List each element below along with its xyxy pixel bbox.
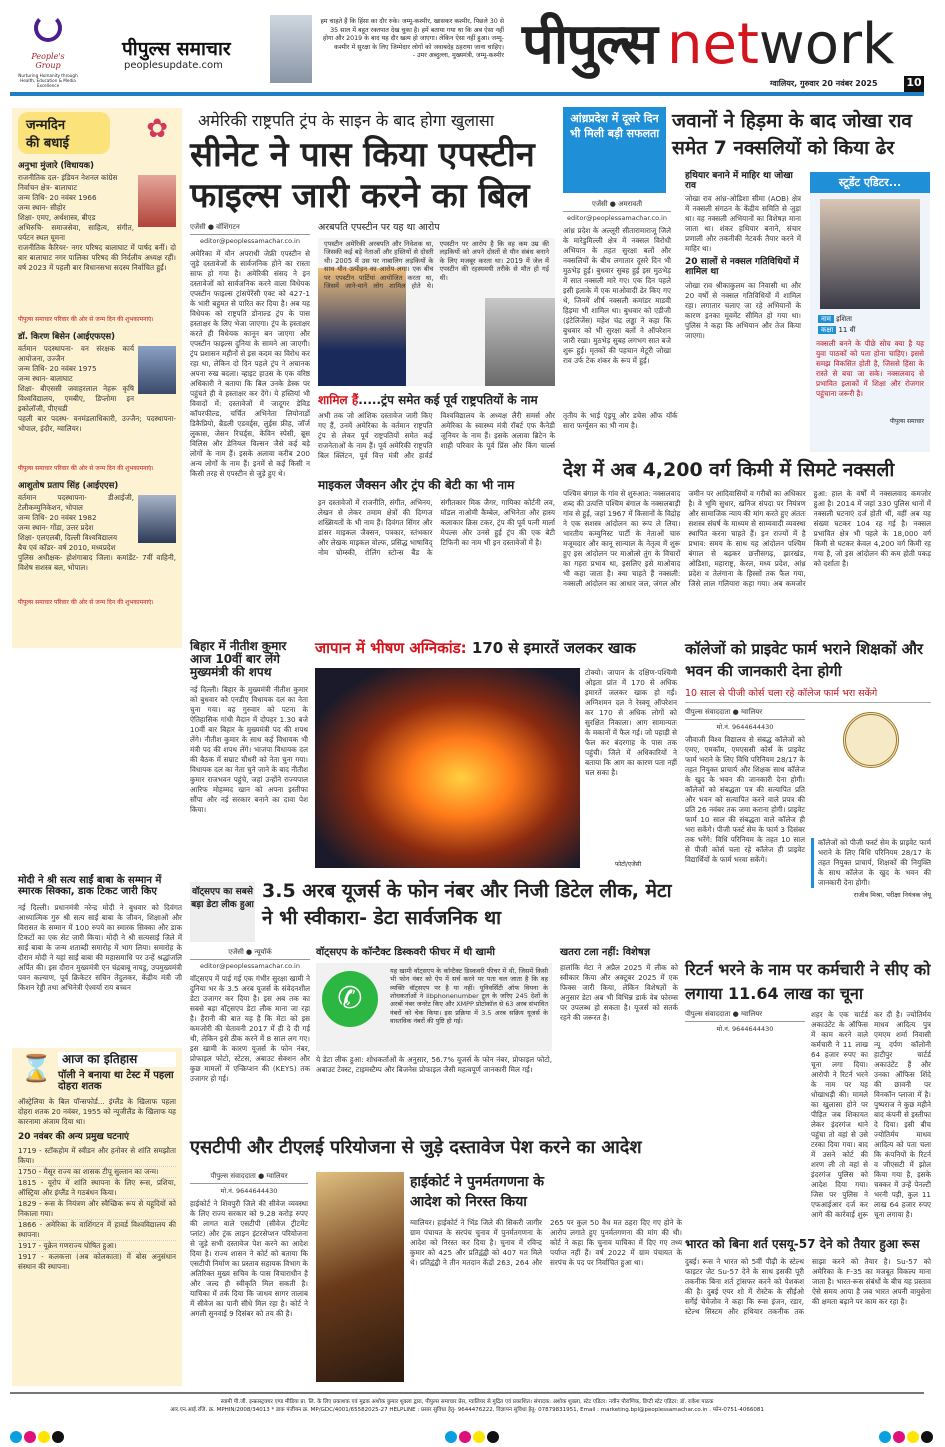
hc-article: हाईकोर्ट ने पुनर्मतगणना के आदेश को निरस्त किया ग्वालियर। हाईकोर्ट ने भिंड जिले की सिकरी जागीर ग्राम पंचायत के सरपंच चुनाव में पुनर्मतगणना के आदेश को निरस्त कर दिया है। चुनाव में रविन्द्र कुमार को 425 और प्रतिद्वंद्वी को 407 मत मिले थे। प्रतिद्वंद्वी ने तीन मतदान केंद्रों 263, 264 और 265 पर कुल 50 वैध मत ठहरा दिए गए होने के आरोप लगाते हुए पुनर्मतगणना की मांग की थी। कोर्ट ने कहा कि चुनाव याचिका में दिए गए तथ्य पर्याप्त नहीं हैं। वर्ष 2022 में ग्राम पंचायत के सरपंच के पद पर निर्वाचित हुआ था। <box>410 1174 682 1267</box>
gavel-photo <box>316 1172 404 1382</box>
college-article: कॉलेजों को प्राइवेट फार्म भराने शिक्षकों और भवन की जानकारी देना होगी 10 साल से पीजी कोर्स चला रहे कॉलेज फार्म भरा सकेंगे पीपुल्स संवाददाता ● ग्वालियर मो.नं. 9644644430 जीवाजी विश्व विद्यालय से संबद्ध कॉलेजों को एमए, एमकॉम, एमएससी कोर्स के प्राइवेट फार्म भराने के लिए विधि परिनियम 28/17 के तहत नियुक्त प्राचार्य और शिक्षक साथ कॉलेज के खुद के भवन की जानकारी देना होगी। कॉलेजों को संबद्धता पत्र की सत्यापित प्रति और भवन को सत्यापित करने वाले प्रपत्र की प्रति 26 नवंबर तक जमा कराना होगी। प्राइवेट फार्म 10 साल की संबद्धता वाले कॉलेज ही भरा सकेंगे। पीजी फर्स्ट सेम के फार्म 3 दिसंबर तक भरेंगे: विधि परिनियम के तहत 10 साल से पीजी कोर्स चला रहे कॉलेज ही प्राइवेट विद्यार्थियों के फार्म भरवा सकेंगे। कॉलेजों को पीजी फर्स्ट सेम के प्राइवेट फार्म भराने के लिए विधि परिनियम 28/17 के तहत नियुक्त प्राचार्य, शिक्षकों की नियुक्ति के साथ कॉलेज के खुद के भवन की जानकारी देना होगी। राजीव मिश्रा, परीक्षा नियंत्रक जेयू <box>685 640 931 899</box>
page-title: पीपुल्स network <box>522 12 895 77</box>
naxal-headline: जवानों ने हिड़मा के बाद जोखा राव समेत 7 नक्सलियों को किया ढेर <box>672 110 912 159</box>
logo-ring-icon <box>34 14 62 42</box>
peoples-group-logo: People's Group Nurturing Humanity through Health, Education & Media Excellence <box>18 14 78 88</box>
masthead <box>0 0 945 97</box>
header-rule <box>10 92 924 96</box>
modi-article: मोदी ने श्री सत्य साईं बाबा के सम्मान में स्मारक सिक्का, डाक टिकट जारी किए नई दिल्ली। प्रधानमंत्री नरेन्द्र मोदी ने बुधवार को दिवंगत आध्यात्मिक गुरु श्री सत्य साईं बाबा के जीवन, शिक्षाओं और विरासत के सम्मान में 100 रुपये का स्मारक सिक्का और डाक टिकटों का एक सेट जारी किया। मोदी ने श्री सत्यसाईं जिले में साईं बाबा के जन्म शताब्दी समारोह में भाग लिया। समारोह के दौरान मोदी ने यहां साईं बाबा की महासमाधि पर उन्हें श्रद्धांजलि अर्पित की। इस दौरान मुख्यमंत्री एन चंद्रबाबू नायडू, उपमुख्यमंत्री पवन कल्याण, पूर्व क्रिकेटर सचिन तेंदुलकर, केंद्रीय मंत्री जी किशन रेड्डी तथा अभिनेत्री ऐश्वर्या राय बच्चन <box>18 875 182 992</box>
jokha-rao-article: हथियार बनाने में माहिर था जोखा राव जोखा राव आंध्र-ओडिशा सीमा (AOB) क्षेत्र में नक्सली संगठन के केंद्रीय समिति से जुड़ा था। वह नक्सली अभियानों का विशेषज्ञ माना जाता था। शंकर हथियार बनाने, संचार प्रणाली और तकनीकी नेटवर्क तैयार करने में माहिर था। 20 सालों से नक्सल गतिविधियों में शामिल था जोखा राव श्रीकाकुलम का निवासी था और 20 वर्षों से नक्सल गतिविधियों में शामिल रहा। लगातार चलाए जा रहे अभियानों के कारण इनका मूवमेंट सीमित हो गया था। पुलिस ने कहा कि अभियान और तेज किया जाएगा। <box>685 171 801 340</box>
epstein-photo <box>485 298 555 386</box>
history-section: ⌛ आज का इतिहास पॉली ने बनाया था टेस्ट में पहला दोहरा शतक ऑस्ट्रेलिया के बिल पॉन्सफोर्ड... इंग्लैंड के खिलाफ पहला दोहरा शतक 20 नवंबर, 1955 को न्यूजीलैंड के खिलाफ यह कारनामा अंजाम दिया था। 20 नवंबर की अन्य प्रमुख घटनाएं 1719 - स्टॉकहोम में स्वीडन और हनोवर से शांति समझौता किया। 1750 - मैसूर राज्य का शासक टीपू सुल्तान का जन्म। 1815 - यूरोप में शांति स्थापना के लिए रूस, प्रशिया, ऑस्ट्रिया और इंग्लैंड ने गठबंधन किया। 1829 - रूस के नियंत्रण और स्वैच्छिक रूप से यहूदियों को निकाला गया। 1866 - अमेरिका के वाशिंगटन में हावर्ड विश्वविद्यालय की स्थापना। 1917 - यूक्रेन गणराज्य घोषित हुआ। 1917 - कलकत्ता (अब कोलकाता) में बोस अनुसंधान संस्थान की स्थापना। <box>12 1048 182 1386</box>
imprint: स्वामी पी.जी. इन्फ्रास्ट्रक्चर एण्ड मीडिया प्रा. लि. के लिए प्रकाशक एवं मुद्रक अशोक कुमार शुक्ला द्वारा, पीपुल्स समाचार प्रेस, ग्वालियर से मुद्रित एवं प्रकाशित। संपादक: अशोक शुक्ला, स्टेट एडिटर: नवीन पौराणिक, डिप्टी स्टेट एडिटर: डॉ. राकेश पाठक आर.एन.आई.रजि. क्र. MPHIN/2008/34013 * डाक पंजीयन क्र. MP/GDC/4001/65582025-27 HELPLINE : प्रसार सुविधा हेतु- 9644476222, विज्ञापन सुविधा हेतु- 07879831951, Email : marketing.bpl@peoplessamachar.co.in . फोन-0751-4066081 <box>10 1392 924 1414</box>
student-photo <box>820 199 920 309</box>
epstein-article: अमेरिकी राष्ट्रपति ट्रंप के साइन के बाद होगा खुलासा सीनेट ने पास किया एपस्टीन फाइल्स जारी करने का बिल एजेंसी ● वॉशिंगटन editor@peoplessamachar.co.in अमेरिका में यौन अपराधी जेफ्री एपस्टीन से जुड़े दस्तावेजों के सार्वजनिक होने का रास्ता साफ हो गया है। अमेरिकी संसद ने इन दस्तावेजों को सार्वजनिक करने वाला विधेयक एपस्टीन फाइल्स ट्रांसपेरेंसी एक्ट को 427-1 के भारी बहुमत से पारित कर दिया है। अब यह विधेयक को राष्ट्रपति डोनाल्ड ट्रंप के पास हस्ताक्षर के लिए भेजा जाएगा। ट्रंप के हस्ताक्षर करते ही विधेयक कानून बन जाएगा और एपस्टीन फाइल्स दुनिया के सामने आ जाएगी। ट्रंप प्रशासन महीनों से इस कदम का विरोध कर रहा था, लेकिन दो दिन पहले ट्रंप ने अचानक अपना रुख बदला। व्हाइट हाउस के एक वरिष्ठ अधिकारी ने बताया कि बिल उनके डेस्क पर पहुंचते ही वे हस्ताक्षर कर देंगे। ये हस्तियां भी विवादों में: दस्तावेजों में जादूगर डेविड कॉपरफील्ड, चर्चित अभिनेता लियोनार्डो डिकैप्रियो, ब्रैडली एडवर्ड्स, लुईस फ्रीह, जॉर्ज लुकास, जेसन रिचर्ड्स, केविन स्पेसी, ब्रूस विलिस और डेनियल विल्सन जैसे कई बड़े लोगों के नाम हैं। इसके अलावा करीब 200 अन्य लोगों के नाम हैं। इनमें से कई किसी न किसी तरह से एपस्टीन से जुड़े हुए थे। अरबपति एपस्टीन पर यह था आरोप एपस्टीन अमेरिकी अरबपति और निवेशक था, जिसकी कई बड़े नेताओं और हस्तियों से दोस्ती थी। 2005 में उस पर नाबालिग लड़कियों के साथ यौन उत्पीड़न का आरोप लगा। एक बीच पर एपस्टीन पार्टियां आयोजित करता था, जिसमें जाने-माने लोग शामिल होते थे। एपस्टीन पर आरोप है कि वह कम उम्र की लड़कियों को अपने दोस्तों से यौन संबंध बनाने के लिए मजबूर करता था। 2019 में जेल में एपस्टीन की रहस्यमयी तरीके से मौत हो गई थी। शामिल हैं.....ट्रंप समेत कई पूर्व राष्ट्रपतियों के नाम अभी तक जो आंशिक दस्तावेज जारी किए गए हैं, उनमें अमेरिका के वर्तमान राष्ट्रपति ट्रंप से लेकर पूर्व राष्ट्रपतियों समेत कई राजनेताओं के नाम हैं। पूर्व अमेरिकी राष्ट्रपति बिल क्लिंटन, पूर्व वित्त मंत्री और हार्वर्ड विश्वविद्यालय के अध्यक्ष लैरी समर्स और अमेरिका के स्वास्थ्य मंत्री रॉबर्ट एफ कैनेडी जूनियर के नाम हैं। इसके अलावा ब्रिटेन के शाही परिवार के पूर्व प्रिंस और किंग चार्ल्स तृतीय के भाई एंड्रयू और डचेस ऑफ यॉर्क सारा फर्ग्यूसन का भी नाम है। माइकल जैक्सन और ट्रंप की बेटी का भी नाम इन दस्तावेजों में राजनीति, संगीत, अभिनय, लेखन से लेकर तमाम क्षेत्रों की दिग्गज शख्सियतों के भी नाम हैं। दिवंगत सिंगर और डांसर माइकल जैक्सन, पत्रकार, स्तंभकार और लेखक माइकल वोल्फ, प्रसिद्ध भाषाविद् नोम चोम्स्की, रोलिंग स्टोन्स बैंड के संगीतकार मिक जैगर, गायिका कोर्टनी लव, मॉडल नाओमी कैम्बेल, अभिनेता और हास्य कलाकार क्रिस टकर, ट्रंप की पूर्व पत्नी मार्ला मेपल्स और उनसे हुई ट्रंप की एक बेटी टिफिनी का नाम भी इन दस्तावेजों में है। <box>190 111 678 558</box>
andhra-box: आंध्रप्रदेश में दूसरे दिन भी मिली बड़ी सफलता <box>563 107 666 193</box>
naxal-area-article: देश में अब 4,200 वर्ग किमी में सिमटे नक्सली पश्चिम बंगाल के गांव से शुरुआत: नक्सलवाद शब्द की उत्पत्ति पश्चिम बंगाल के नक्सलबाड़ी गांव से हुई, जहां 1967 में किसानों के विद्रोह ने एक सशस्त्र आंदोलन का रूप ले लिया। भारतीय कम्युनिस्ट पार्टी के नेताओं चारु मजूमदार और कानू सान्याल के नेतृत्व में शुरू हुए इस आंदोलन पर माओत्से तुंग के विचारों का गहरा प्रभाव था, इसलिए इसे माओवाद भी कहा जाता है। क्या चाहते हैं नक्सली: नक्सली आंदोलन का आधार जल, जंगल और जमीन पर आदिवासियों व गरीबों का अधिकार है। वे भूमि सुधार, खनिज संपदा पर नियंत्रण और सामाजिक न्याय की मांग करते हुए अंततः सशस्त्र संघर्ष के माध्यम से साम्यवादी व्यवस्था स्थापित करना चाहते हैं। इन राज्यों में है प्रभाव: समय के साथ यह आंदोलन पश्चिम बंगाल से बढ़कर छत्तीसगढ़, झारखंड, ओडिशा, महाराष्ट्र, केरल, मध्य प्रदेश, आंध्र प्रदेश व तेलंगाना के हिस्सों तक फैल गया, जिसे लाल गलियारा कहा गया। अब कमजोर हुआ: हाल के वर्षों में नक्सलवाद कमजोर हुआ है। 2014 में जहां 330 पुलिस थानों में नक्सली घटनाएं दर्ज होती थीं, वहीं अब यह संख्या घटकर 104 रह गई है। नक्सल प्रभावित क्षेत्र भी पहले के 18,000 वर्ग किमी से घटकर केवल 4,200 वर्ग किमी रह गया है, जो इस आंदोलन की कम होती पकड़ को दर्शाता है। <box>563 459 931 588</box>
birthday-person: डॉ. किरण बिसेन (आईएफएस) वर्तमान पदस्थापना- वन संरक्षक कार्य आयोजना, उज्जैन जन्म तिथि- 20 नवंबर 1975 जन्म स्थान- बालाघाट शिक्षा- बीएससी जवाहरलाल नेहरू कृषि विश्वविद्यालय, एमबीए, डिप्लोमा इन इकोलॉजी, पीएचडी पहली बार पदस्थ- वनमंडलाधिकारी, उज्जैन; पदस्थापना- भोपाल, इंदौर, ग्वालियर। पीपुल्स समाचार परिवार की ओर से जन्म दिन की शुभकामनाएं। <box>18 332 176 472</box>
person-photo <box>138 175 176 227</box>
page-number: 10 <box>904 76 924 92</box>
quote: हम चाहते हैं कि हिंसा का दौर रुके। जम्मू-कश्मीर, खासकर कश्मीर, पिछले 30 से 35 साल में बहुत रक्तपात देख चुका है। हमें बताया गया था कि अब ऐसा नहीं होगा और 2019 के बाद यह दौर खत्म हो जाएगा। लेकिन ऐसा नहीं हुआ। जम्मू-कश्मीर में सुरक्षा के लिए जिम्मेदार लोगों को जवाबदेह ठहराया जाना चाहिए। - उमर अब्दुल्ला, मुख्यमंत्री, जम्मू-कश्मीर <box>320 18 504 60</box>
sub-headline: शामिल हैं.....ट्रंप समेत कई पूर्व राष्ट्रपतियों के नाम <box>318 392 538 407</box>
paper-name: पीपुल्स समाचार <box>122 38 231 60</box>
birthday-title: जन्मदिन की बधाई <box>18 112 110 154</box>
website-link[interactable]: peoplesupdate.com <box>124 60 223 71</box>
person-photo <box>138 495 176 543</box>
university-seal-icon <box>843 712 899 768</box>
birthday-section <box>12 108 182 648</box>
flower-basket-icon: ✿ <box>146 114 168 144</box>
japan-fire-article: जापान में भीषण अग्निकांड: 170 से इमारतें जलकर खाक टोक्यो। जापान के दक्षिण-पश्चिमी ओइता प्रांत में 170 से अधिक इमारतें जलकर खाक हो गईं। अग्निशमन दल ने रेस्क्यू ऑपरेशन कर 170 से अधिक लोगों को सुरक्षित निकाला। आग सामान्यतः के मकानों में फैल गई। जो पहाड़ी से फैल कर बंदरगाह के पास तक पहुंची। जिले में अधिकारियों ने बताया कि आग का कारण पता नहीं चल सका है। फोटो/एजेंसी <box>315 639 677 868</box>
return-fraud-article: रिटर्न भरने के नाम पर कर्मचारी ने सीए को लगाया 11.64 लाख का चूना पीपुल्स संवाददाता ● ग्वालियर मो.नं. 9644644430 शहर के एक चार्टर्ड अकाउंटेंट के ऑफिस में काम करने वाले कर्मचारी ने 11 लाख 64 हजार रुपए का चूना लगा दिया। आरोपी ने रिटर्न भरने के नाम पर यह धोखाधड़ी की। मामले का खुलासा होने पर पीड़ित जब शिकायत लेकर इंदरगंज थाने पहुंचा तो वहां से उसे टरका दिया गया। बाद में उसने कोर्ट की शरण ली तो वहां से इंदरगंज पुलिस को आदेश दिया गया। जिस पर पुलिस ने एफआईआर दर्ज कर आगे की कार्रवाई शुरू कर दी है। ज्योतिर्मय माधव आदित्य पुत्र एमएम शर्मा निवासी न्यू दर्पण कॉलोनी हाटीपुर चार्टर्ड अकाउंटेंट हैं और उनका ऑफिस शिंदे की छावनी पर विनकॉन प्लाजा में है। पुष्पराज ने कुछ महीने बाद कंपनी से इस्तीफा दे दिया। इसी बीच ज्योतिर्मय माधव आदित्य को पता चला कि कंपनियों के रिटर्न व जीएसटी में झोल किया गया है, इसके चक्कर में उन्हें पेनल्टी भरनी पड़ी, कुल 11 लाख 64 हजार रुपए चूना लगाया है। <box>685 960 931 1219</box>
student-editor: स्टूडेंट एडिटर... नाम इशिता कक्षा 11 वीं नक्सली बनने के पीछे सोच क्या है यह युवा पाठकों को पता होना चाहिए। इससे समझ विकसित होती है, जिससे हिंसा के रास्ते से बचा जा सके। नक्सलवाद से प्रभावित इलाकों में शिक्षा और रोजगार पहुंचाना जरूरी है। पीपुल्स समाचार <box>810 172 930 452</box>
whatsapp-article: वॉट्सएप का सबसे बड़ा डेटा लीक हुआ 3.5 अरब यूजर्स के फोन नंबर और निजी डिटेल लीक, मेटा ने भी स्वीकारा- डेटा सार्वजनिक था एजेंसी ● न्यूयॉर्क editor@peoplessamachar.co.in वॉट्सएप में पाई गई एक गंभीर सुरक्षा खामी ने दुनिया भर के 3.5 अरब यूजर्स के संवेदनशील डेटा उजागर कर दिया है। इस अब तक का सबसे बड़ा वॉट्सएप डेटा लीक माना जा रहा है। हैरानी की बात यह है कि मेटा को इस कमजोरी की चेतावनी 2017 में ही दे दी गई थी, लेकिन इसे ठीक करने में 8 साल लग गए। इस खामी के कारण यूजर्स के फोन नंबर, प्रोफाइल फोटो, स्टेटस, अबाउट सेक्शन और कुछ मामलों में एन्क्रिप्शन की (KEYS) तक उजागर हो गई। वॉट्सएप के कॉन्टैक्ट डिस्कवरी फीचर में थी खामी ✆ यह खामी वॉट्सएप के कॉन्टैक्ट डिस्कवरी फीचर में थी, जिसमें किसी भी फोन नंबर को ऐप में सर्च करने पर पता चल जाता है कि वह व्यक्ति वॉट्सएप पर है या नहीं। यूनिवर्सिटी ऑफ वियना के शोधकर्ताओं ने libphonenumber टूल के जरिए 245 देशों के अरबों नंबर जनरेट किए और XMPP प्रोटोकॉल से 63 अरब संभावित नंबरों को चेक किया। इस प्रक्रिया में 3.5 अरब सक्रिय यूजर्स के वास्तविक नंबरों की पुष्टि हो गई। ये डेटा लीक हुआ: शोधकर्ताओं के अनुसार, 56.7% यूजर्स के फोन नंबर, प्रोफाइल फोटो, अबाउट टेक्स्ट, टाइमस्टैम्प और बिजनेस प्रोफाइल जैसी महत्वपूर्ण जानकारी मिल गई। खतरा टला नहीं: विशेषज्ञ हालांकि मेटा ने अप्रैल 2025 में लीक को स्वीकार किया और अक्टूबर 2025 में एक फिक्स जारी किया, लेकिन विशेषज्ञों के अनुसार डेटा अब भी विभिन्न डार्क वेब फोरम्स पर उपलब्ध हो सकता है। यूजर्स को सतर्क रहने की जरूरत है। <box>190 880 678 1083</box>
bihar-article: बिहार में नीतीश कुमार आज 10वीं बार लेंगे मुख्यमंत्री की शपथ नई दिल्ली। बिहार के मुख्यमंत्री नीतीश कुमार को बुधवार को एनडीए विधायक दल का नेता चुना गया। वह गुरुवार को पटना के ऐतिहासिक गांधी मैदान में दोपहर 1.30 बजे 10वीं बार बिहार के मुख्यमंत्री पद की शपथ लेंगे। नीतीश कुमार के साथ कई विधायक भी मंत्री पद की शपथ लेंगे। भाजपा विधायक दल की बैठक में सम्राट चौधरी को नेता चुना गया। विधायक दल का नेता चुने जाने के बाद नीतीश कुमार राजभवन पहुंचे, जहां उन्होंने राज्यपाल आरिफ मोहम्मद खान को अपना इस्तीफा सौंपा और नई सरकार बनाने का दावा पेश किया। <box>190 639 308 814</box>
russia-article: भारत को बिना शर्त एसयू-57 देने को तैयार हुआ रूस दुबई। रूस ने भारत को 5वीं पीढ़ी के स्टेल्थ फाइटर जेट Su-57 देने के साथ इसकी पूरी तकनीक बिना शर्त ट्रांसफर करने को पेशकश की है। दुबई एयर शो में रोस्टेक के सीईओ सर्गेई चेमेजोव ने कहा कि रूस इंजन, रडार, स्टेल्थ सिस्टम और हथियार तकनीक तक साझा करने को तैयार है। Su-57 को अमेरिका के F-35 का मजबूत विकल्प माना जाता है। भारत-रूस संबंधों के बीच यह प्रस्ताव ऐसे समय आया है जब भारत अपनी वायुसेना की क्षमता बढ़ाने पर काम कर रहा है। <box>685 1237 931 1316</box>
whatsapp-icon: ✆ <box>322 971 378 1027</box>
andhra-article: एजेंसी ● अमरावती editor@peoplessamachar.co.in आंध्र प्रदेश के अल्लूरी सीतारामाराजू जिले के मारेडुमिल्ली क्षेत्र में नक्सल विरोधी अभियान के तहत सुरक्षा बलों और नक्सलियों के बीच लगातार दूसरे दिन भी मुठभेड़ हुई। बुधवार सुबह हुई इस मुठभेड़ में सात नक्सली मारे गए। एक दिन पहले इसी इलाके में एक माओवादी ढेर किए गए थे, जिनमें शीर्ष नक्सली कमांडर माडवी हिड़मा भी शामिल था। बुधवार को एडीजी (इंटेलिजेंस) महेश चंद्र लड्ढा ने कहा कि बुधवार को भी सुरक्षा बलों ने ऑपरेशन जारी रखा। मुठभेड़ सुबह लगभग सात बजे शुरू हुई। मृतकों की पहचान मेटूरी जोखा राव उर्फ टेक शंकर के रूप में हुई। <box>563 200 671 365</box>
hourglass-icon: ⌛ <box>20 1054 53 1084</box>
stp-article: एसटीपी और टीएलई परियोजना से जुड़े दस्तावेज पेश करने का आदेश पीपुल्स संवाददाता ● ग्वालियर मो.नं. 9644644430 हाईकोर्ट ने शिवपुरी जिले की सीवेज व्यवस्था के लिए राज्य सरकार को 9.28 करोड़ रुपए की लागत वाले एसटीपी (सीवेज ट्रीटमेंट प्लांट) और ट्रंक लाइन इंटरसेप्शन परियोजना से जुड़े सभी दस्तावेज पेश करने का आदेश दिया है। राज्य शासन ने कोर्ट को बताया कि एसटीपी निर्माण का प्रस्ताव सहायक विभाग के अतिरिक्त मुख्य सचिव के पास विचाराधीन है और जल्द ही स्वीकृति मिल सकती है। याचिका में तर्क दिया कि जाधव सागर तालाब में सीवेज का पानी सीधे मिल रहा है। कोर्ट ने अगली सुनवाई 9 दिसंबर को तय की है। <box>190 1138 680 1386</box>
dateline: ग्वालियर, गुरुवार 20 नवंबर 2025 <box>770 79 878 88</box>
birthday-person: अनुभा मुंजारे (विधायक) राजनीतिक दल- इंडियन नेशनल कांग्रेस निर्वाचन क्षेत्र- बालाघाट जन्म तिथि- 20 नवंबर 1966 जन्म स्थान- सीहोर शिक्षा- एमए, अर्थशास्त्र, बीएड अभिरुचि- समाजसेवा, साहित्य, संगीत, पर्यटन स्थल घूमना राजनीतिक कैरियर- नगर परिषद बालाघाट में पार्षद बनीं। दो बार बालाघाट नगर पालिका परिषद की निर्दलीय अध्यक्ष रहीं। वर्ष 2023 में पहली बार विधानसभा सदस्य निर्वाचित हुईं। पीपुल्स समाचार परिवार की ओर से जन्म दिन की शुभकामनाएं। <box>18 161 176 323</box>
events-list: 1719 - स्टॉकहोम में स्वीडन और हनोवर से शांति समझौता किया। 1750 - मैसूर राज्य का शासक टीपू सुल्तान का जन्म। 1815 - यूरोप में शांति स्थापना के लिए रूस, प्रशिया, ऑस्ट्रिया और इंग्लैंड ने गठबंधन किया। 1829 - रूस के नियंत्रण और स्वैच्छिक रूप से यहूदियों को निकाला गया। 1866 - अमेरिका के वाशिंगटन में हावर्ड विश्वविद्यालय की स्थापना। 1917 - यूक्रेन गणराज्य घोषित हुआ। 1917 - कलकत्ता (अब कोलकाता) में बोस अनुसंधान संस्थान की स्थापना। <box>18 1146 176 1272</box>
birthday-person: आशुतोष प्रताप सिंह (आईएएस) वर्तमान पदस्थापना- डीआईजी, टेलीकम्युनिकेशन, भोपाल जन्म तिथि- 20 नवंबर 1982 जन्म स्थान- गोंडा, उत्तर प्रदेश शिक्षा- एलएलबी, दिल्ली विश्वविद्यालय बैच एवं कॉडर- वर्ष 2010, मध्यप्रदेश पुलिस अधीक्षक- होशंगाबाद जिला। कमांडेंट- 7वीं वाहिनी, विशेष सशस्त्र बल, भोपाल। पीपुल्स समाचार परिवार की ओर से जन्म दिन की शुभकामनाएं। <box>18 481 176 606</box>
color-registration-marks <box>10 1428 935 1447</box>
fire-photo <box>315 668 580 868</box>
cm-photo <box>270 15 312 83</box>
person-photo <box>138 346 176 394</box>
